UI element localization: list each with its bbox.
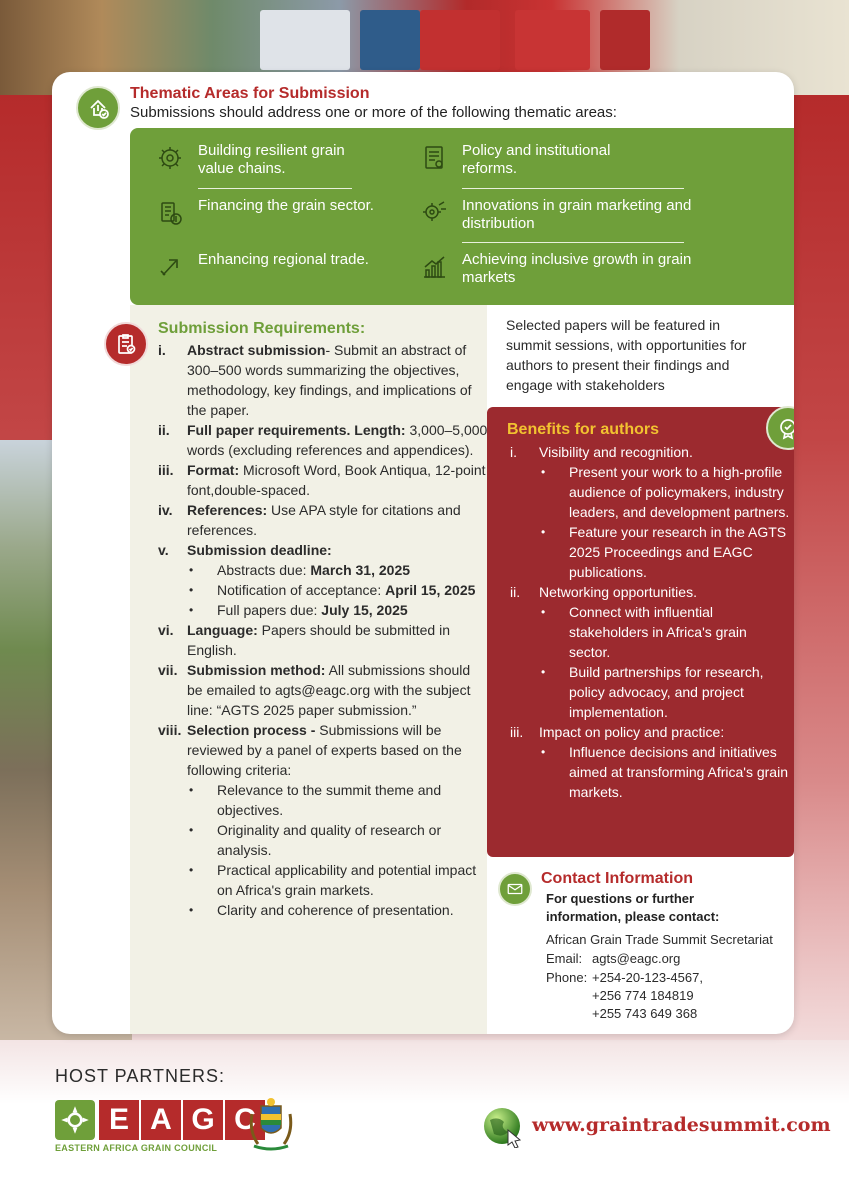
theme-label: Policy and institutional reforms. <box>462 142 611 177</box>
benefit-group: i. Visibility and recognition. <box>510 444 693 460</box>
email-icon <box>498 872 532 906</box>
clipboard-check-icon <box>104 322 148 366</box>
item-number: iv. <box>158 502 173 518</box>
theme-item <box>156 197 378 227</box>
item-heading: Full paper requirements. Length: <box>187 422 406 438</box>
thematic-panel <box>130 128 794 305</box>
item-number: vi. <box>158 622 174 638</box>
requirements-title: Submission Requirements: <box>158 320 366 337</box>
eagc-letter: A <box>141 1100 181 1140</box>
document-icon <box>420 144 448 172</box>
deadline-date: July 15, 2025 <box>321 602 408 618</box>
item-text: All submissions should be emailed to agts@eagc.org with the subject line: “AGTS 2025 paper submission.” <box>187 662 471 718</box>
theme-label: Achieving inclusive growth in grain markets <box>462 251 692 286</box>
globe-icon <box>482 1106 524 1148</box>
theme-label: Financing the grain sector. <box>198 197 374 214</box>
finance-icon <box>156 199 184 227</box>
item-heading: Abstract submission <box>187 342 326 358</box>
item-heading: Submission method: <box>187 662 326 678</box>
deadline-item: • Full papers due: July 15, 2025 <box>189 602 408 618</box>
criteria-item: • Clarity and coherence of presentation. <box>189 902 454 918</box>
benefit-bullet: • Connect with influential stakeholders in Africa's grain sector. <box>541 604 747 660</box>
theme-item <box>156 251 378 281</box>
deadline-item: • Abstracts due: March 31, 2025 <box>189 562 411 578</box>
contact-phone: +255 743 649 368 <box>592 1006 698 1021</box>
item-heading: Submission deadline: <box>187 542 332 558</box>
innovation-icon <box>420 199 448 227</box>
website-link[interactable]: www.graintradesummit.com <box>532 1114 831 1136</box>
requirement-item <box>158 620 488 660</box>
eagc-letter: C <box>225 1100 265 1140</box>
contact-phone: +256 774 184819 <box>592 988 694 1003</box>
divider <box>462 188 684 189</box>
truck-image <box>420 10 500 70</box>
theme-item <box>156 142 378 178</box>
item-number: v. <box>158 542 169 558</box>
benefit-bullet: • Feature your research in the AGTS 2025 Proceedings and EAGC publications. <box>541 524 787 580</box>
deadline-label: Notification of acceptance: <box>217 582 386 598</box>
eagc-letter: G <box>183 1100 223 1140</box>
requirement-item <box>158 460 488 500</box>
upload-check-icon <box>76 86 120 130</box>
requirement-item <box>158 420 488 460</box>
item-number: iii. <box>158 462 174 478</box>
truck-image <box>515 10 590 70</box>
item-text: Microsoft Word, Book Antiqua, 12-point font,double-spaced. <box>187 462 486 498</box>
theme-label: Innovations in grain marketing and distribution <box>462 197 692 232</box>
eagc-logo <box>55 1100 265 1140</box>
criteria-item: • Practical applicability and potential impact on Africa's grain markets. <box>189 862 477 898</box>
item-heading: Selection process - <box>187 722 316 738</box>
deadline-label: Abstracts due: <box>217 562 311 578</box>
requirement-item <box>158 540 488 620</box>
trade-arrow-icon <box>156 253 184 281</box>
theme-item <box>420 197 702 233</box>
benefit-group: iii. Impact on policy and practice: <box>510 724 725 740</box>
theme-item <box>420 142 642 178</box>
divider <box>198 188 352 189</box>
criteria-item: • Relevance to the summit theme and objectives. <box>189 782 442 818</box>
criteria-item: • Originality and quality of research or analysis. <box>189 822 442 858</box>
gears-icon <box>156 144 184 172</box>
benefit-bullet: • Present your work to a high-profile audience of policymakers, industry leaders, and development partners. <box>541 464 790 520</box>
thematic-title: Thematic Areas for Submission <box>130 85 370 102</box>
contact-email[interactable]: agts@eagc.org <box>592 951 681 966</box>
requirement-item <box>158 500 488 540</box>
deadline-label: Full papers due: <box>217 602 322 618</box>
item-heading: Language: <box>187 622 258 638</box>
requirements-list <box>158 340 488 920</box>
theme-label: Enhancing regional trade. <box>198 251 369 268</box>
thematic-subtitle: Submissions should address one or more of the following thematic areas: <box>130 104 617 121</box>
requirement-item <box>158 720 488 920</box>
benefits-title: Benefits for authors <box>507 421 660 438</box>
theme-item <box>420 251 692 287</box>
coat-of-arms-icon <box>244 1094 298 1152</box>
selected-papers-note: Selected papers will be featured in summit sessions, with opportunities for authors to present their findings and engage with stakeholders <box>506 317 747 393</box>
content-card <box>52 72 794 1034</box>
requirement-item <box>158 660 488 720</box>
eagc-mark-icon <box>55 1100 95 1140</box>
divider <box>462 242 684 243</box>
theme-label: Building resilient grain value chains. <box>198 142 345 177</box>
contact-lead: For questions or further information, please contact: <box>546 891 720 924</box>
item-number: viii. <box>158 722 182 738</box>
contact-phone-row <box>546 1004 697 1023</box>
contact-org: African Grain Trade Summit Secretariat <box>546 932 773 947</box>
contact-title: Contact Information <box>541 870 693 887</box>
truck-image <box>600 10 650 70</box>
item-text: Use APA style for citations and references. <box>187 502 461 538</box>
truck-image <box>260 10 350 70</box>
benefit-group: ii. Networking opportunities. <box>510 584 697 600</box>
truck-image <box>360 10 420 70</box>
item-number: ii. <box>158 422 170 438</box>
benefit-bullet: • Build partnerships for research, policy advocacy, and project implementation. <box>541 664 764 720</box>
deadline-item: • Notification of acceptance: April 15, 2025 <box>189 582 476 598</box>
item-text: 3,000–5,000 words (excluding references and appendices). <box>187 422 488 458</box>
item-text: - Submit an abstract of 300–500 words summarizing the objectives, methodology, key findings, and implications of the paper. <box>187 342 472 418</box>
contact-email-row: Email: agts@eagc.org <box>546 951 681 966</box>
requirement-item <box>158 340 488 420</box>
item-heading: Format: <box>187 462 240 478</box>
contact-phone-row <box>546 986 694 1005</box>
benefits-list <box>510 442 790 802</box>
item-number: vii. <box>158 662 178 678</box>
eagc-letter: E <box>99 1100 139 1140</box>
benefit-bullet: • Influence decisions and initiatives aimed at transforming Africa's grain markets. <box>541 744 788 800</box>
contact-phone-row: Phone: +254-20-123-4567, <box>546 970 703 985</box>
item-number: i. <box>158 342 166 358</box>
item-text: Papers should be submitted in English. <box>187 622 451 658</box>
contact-phone: +254-20-123-4567, <box>592 970 703 985</box>
host-partners-label: HOST PARTNERS: <box>55 1066 226 1086</box>
deadline-date: April 15, 2025 <box>385 582 476 598</box>
growth-chart-icon <box>420 253 448 281</box>
item-heading: References: <box>187 502 268 518</box>
item-text: Submissions will be reviewed by a panel of experts based on the following criteria: <box>187 722 462 778</box>
deadline-date: March 31, 2025 <box>310 562 411 578</box>
eagc-caption: EASTERN AFRICA GRAIN COUNCIL <box>55 1143 218 1153</box>
